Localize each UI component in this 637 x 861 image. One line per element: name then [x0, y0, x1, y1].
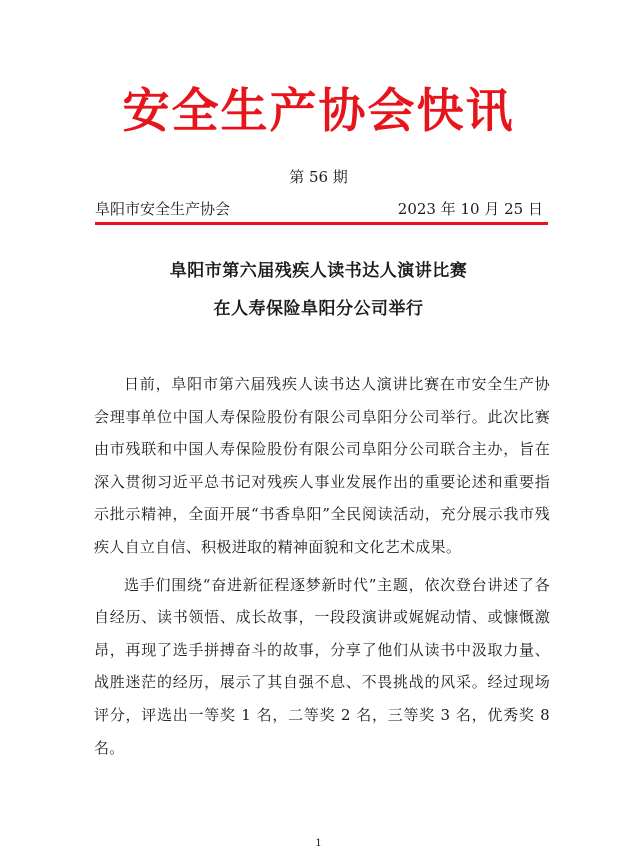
masthead-divider	[95, 222, 548, 225]
publisher-name: 阜阳市安全生产协会	[95, 200, 231, 218]
article-headline-line1: 阜阳市第六届残疾人读书达人演讲比赛	[169, 261, 468, 281]
publisher-row	[95, 197, 543, 221]
publish-date: 2023 年 10 月 25 日	[397, 200, 543, 218]
issue-number: 第 56 期	[289, 168, 348, 186]
article-paragraph: 选手们围绕“奋进新征程逐梦新时代”主题，依次登台讲述了各自经历、读书领悟、成长故事，一段段演讲或娓娓动情、或慷慨激昂，再现了选手拼搏奋斗的故事，分享了他们从读书中汲取力量、战胜迷茫的经历，展示了其自强不息、不畏挑战的风采。经过现场评分，评选出一等奖 1 名，二等奖 2 名，三等奖 3 名，优秀奖 8 名。	[94, 575, 550, 757]
page-number: 1	[315, 838, 322, 849]
article-headline-line2: 在人寿保险阜阳分公司举行	[213, 299, 424, 319]
masthead-title: 安全生产协会快讯	[122, 84, 515, 139]
article-body	[94, 368, 550, 764]
article-paragraph: 日前，阜阳市第六届残疾人读书达人演讲比赛在市安全生产协会理事单位中国人寿保险股份有限公司阜阳分公司举行。此次比赛由市残联和中国人寿保险股份有限公司阜阳分公司联合主办，旨在深入贯彻习近平总书记对残疾人事业发展作出的重要论述和重要指示批示精神，全面开展“书香阜阳”全民阅读活动，充分展示我市残疾人自立自信、积极进取的精神面貌和文化艺术成果。	[94, 375, 550, 556]
